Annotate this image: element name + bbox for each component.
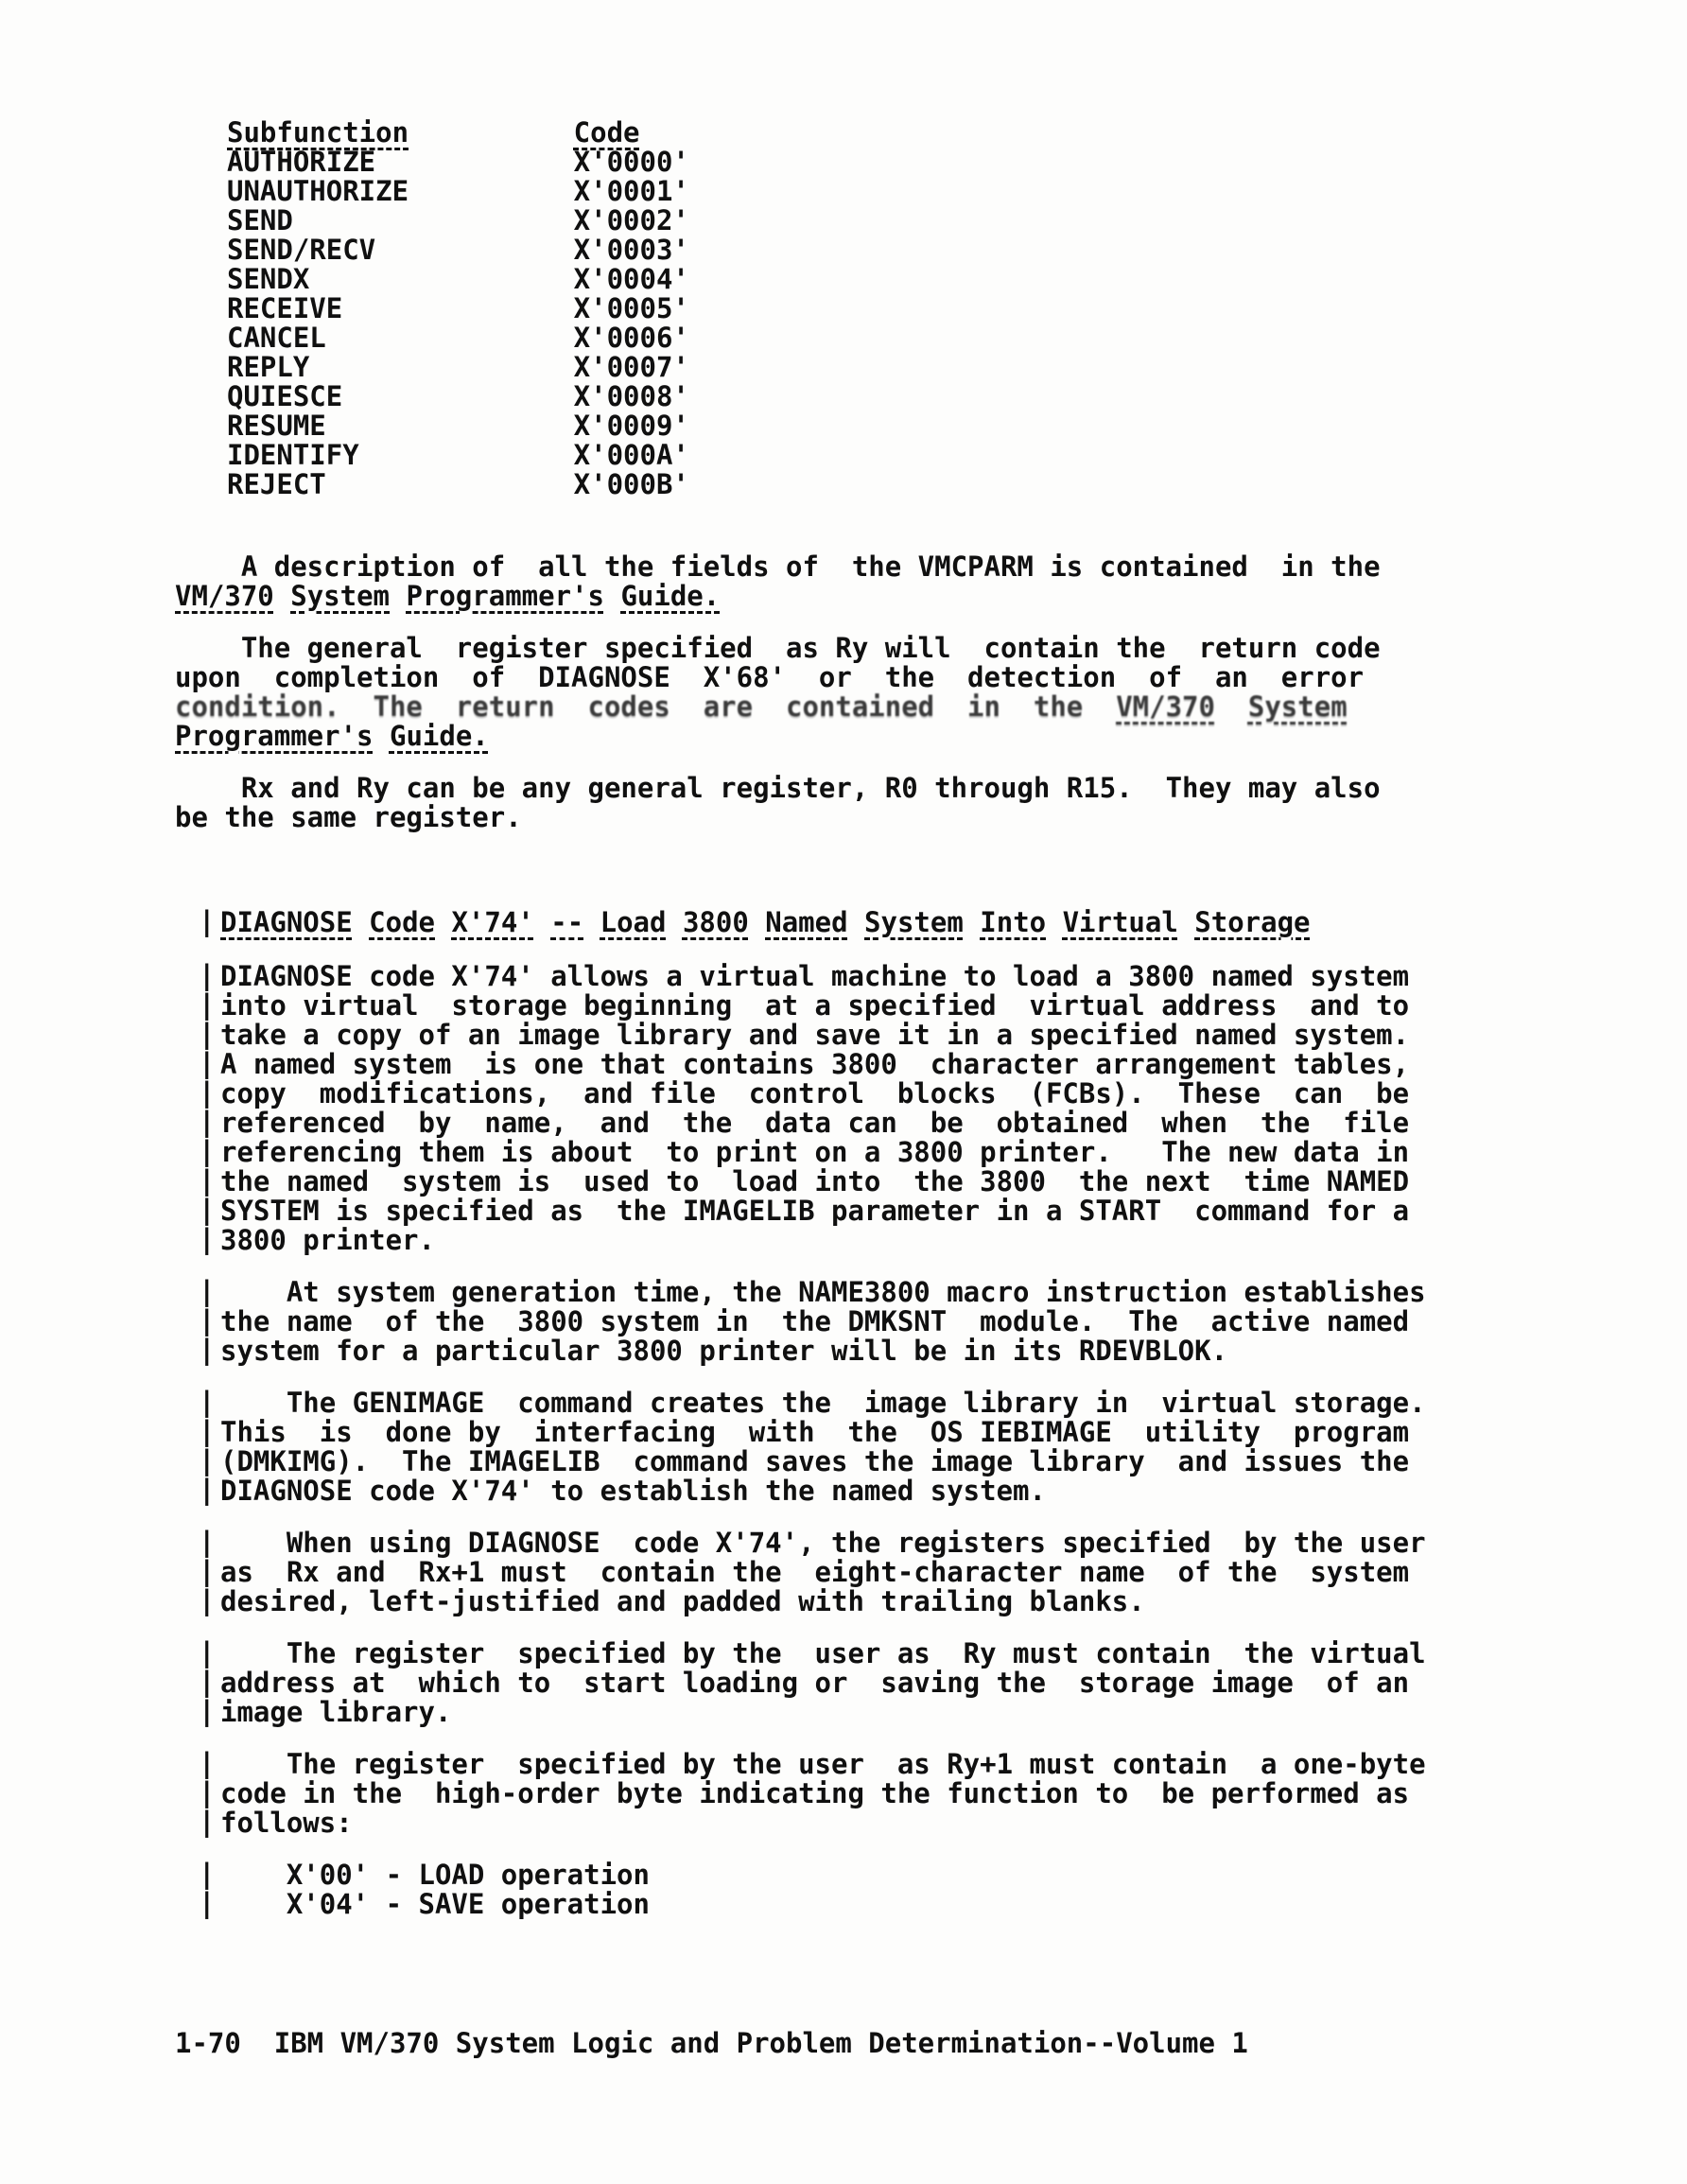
text-line: | When using DIAGNOSE code X'74', the registers specified by the user xyxy=(199,1526,1426,1559)
text-line: IDENTIFY X'000A' xyxy=(227,439,689,471)
text-line xyxy=(175,722,1381,751)
paragraph xyxy=(175,634,1381,751)
document-body xyxy=(175,118,1687,1919)
text-line: | image library. xyxy=(199,1695,452,1728)
underlined-text: System xyxy=(864,906,964,938)
change-bar: | xyxy=(199,1887,216,1919)
text-line: | The GENIMAGE command creates the image library in virtual storage. xyxy=(199,1386,1426,1419)
text-line: | referenced by name, and the data can be obtained when the file xyxy=(199,1106,1410,1139)
change-bar: | xyxy=(199,1334,216,1366)
underlined-text: DIAGNOSE xyxy=(220,906,353,938)
text-line: | as Rx and Rx+1 must contain the eight-character name of the system xyxy=(199,1555,1410,1588)
subfunction-code-table xyxy=(175,118,689,499)
text-line: QUIESCE X'0008' xyxy=(227,380,689,412)
change-bar: | xyxy=(199,988,216,1021)
change-bar: | xyxy=(199,1415,216,1447)
text-line: | code in the high-order byte indicating the function to be performed as xyxy=(199,1776,1410,1809)
text-line: | the named system is used to load into the 3800 the next time NAMED xyxy=(199,1164,1410,1197)
text-line: | At system generation time, the NAME3800 macro instruction establishes xyxy=(199,1275,1426,1308)
text-line: | The register specified by the user as Ry+1 must contain a one-byte xyxy=(199,1747,1426,1780)
text-line: be the same register. xyxy=(175,801,522,833)
underlined-text: Subfunction xyxy=(227,116,409,149)
text-line: AUTHORIZE X'0000' xyxy=(227,146,689,178)
underlined-text: 3800 xyxy=(682,906,749,938)
change-bar: | xyxy=(199,1106,216,1138)
section-heading xyxy=(175,905,1311,938)
underlined-text: Programmer's xyxy=(175,720,374,752)
text-line: RECEIVE X'0005' xyxy=(227,292,689,324)
change-bar: | xyxy=(199,1275,216,1307)
underlined-text: Programmer's xyxy=(406,580,604,612)
underlined-text: Code xyxy=(369,906,435,938)
change-bar: | xyxy=(199,1194,216,1226)
text-line: | system for a particular 3800 printer will be in its RDEVBLOK. xyxy=(199,1334,1228,1367)
change-bar: | xyxy=(199,1776,216,1808)
underlined-text: Named xyxy=(765,906,848,938)
text-line: UNAUTHORIZE X'0001' xyxy=(227,175,689,207)
text-line: | follows: xyxy=(199,1806,353,1839)
change-bar: | xyxy=(199,1666,216,1698)
text-line: | X'00' - LOAD operation xyxy=(199,1858,650,1891)
text-line: RESUME X'0009' xyxy=(227,410,689,442)
underlined-text: Virtual xyxy=(1062,906,1178,938)
page-footer: 1-70 IBM VM/370 System Logic and Problem Determination--Volume 1 xyxy=(175,2027,1248,2059)
change-bar: | xyxy=(199,1695,216,1727)
change-bar: | xyxy=(199,1076,216,1109)
text-line: | take a copy of an image library and save it in a specified named system. xyxy=(199,1018,1410,1051)
paragraph xyxy=(175,1747,1426,1839)
underlined-text: VM/370 xyxy=(175,580,274,612)
paragraph xyxy=(175,1636,1426,1728)
underlined-text: Guide. xyxy=(620,580,721,612)
text-line: | copy modifications, and file control blocks (FCBs). These can be xyxy=(199,1076,1410,1109)
underlined-text: Load xyxy=(600,906,667,938)
change-bar: | xyxy=(199,1747,216,1779)
text-line: condition. The return codes are contained in the VM/370 System xyxy=(175,690,1348,723)
text-line: | (DMKIMG). The IMAGELIB command saves the image library and issues the xyxy=(199,1444,1410,1477)
underlined-text: -- xyxy=(550,906,584,938)
text-line: The general register specified as Ry will contain the return code xyxy=(175,632,1381,664)
paragraph xyxy=(175,1386,1426,1507)
change-bar: | xyxy=(199,1444,216,1476)
underlined-text: Into xyxy=(980,906,1047,938)
underlined-text: Storage xyxy=(1194,906,1311,938)
underlined-text: System xyxy=(1247,690,1348,723)
change-bar: | xyxy=(199,1223,216,1255)
text-line: | 3800 printer. xyxy=(199,1223,435,1256)
paragraph xyxy=(175,774,1381,832)
text-line: SEND/RECV X'0003' xyxy=(227,234,689,266)
underlined-text: X'74' xyxy=(451,906,534,938)
operation-code-list xyxy=(175,1858,650,1920)
change-bar: | xyxy=(199,1018,216,1050)
text-line: | DIAGNOSE code X'74' to establish the named system. xyxy=(199,1474,1046,1507)
text-line: | referencing them is about to print on a 3800 printer. The new data in xyxy=(199,1135,1410,1168)
change-bar: | xyxy=(199,1858,216,1890)
text-line: CANCEL X'0006' xyxy=(227,322,689,354)
text-line xyxy=(175,582,1381,611)
text-line: A description of all the fields of the VMCPARM is contained in the xyxy=(175,550,1381,583)
text-line: | X'04' - SAVE operation xyxy=(199,1887,650,1920)
change-bar: | xyxy=(199,1135,216,1167)
text-line: | the name of the 3800 system in the DMKSNT module. The active named xyxy=(199,1304,1410,1337)
underlined-text: VM/370 xyxy=(1116,690,1215,723)
change-bar: | xyxy=(199,1474,216,1506)
text-line: | A named system is one that contains 3800 character arrangement tables, xyxy=(199,1047,1410,1080)
change-bar: | xyxy=(199,1636,216,1669)
text-line: upon completion of DIAGNOSE X'68' or the detection of an error xyxy=(175,661,1365,693)
change-bar: | xyxy=(199,959,216,991)
paragraph xyxy=(175,959,1410,1256)
paragraph xyxy=(175,1526,1426,1617)
change-bar: | xyxy=(199,1304,216,1337)
text-line: | SYSTEM is specified as the IMAGELIB parameter in a START command for a xyxy=(199,1194,1410,1227)
text-line xyxy=(175,905,1311,938)
text-line: | desired, left-justified and padded with trailing blanks. xyxy=(199,1584,1145,1617)
text-line: REPLY X'0007' xyxy=(227,351,689,383)
underlined-text: System xyxy=(290,580,390,612)
change-bar: | xyxy=(199,1386,216,1418)
change-bar: | xyxy=(199,1584,216,1616)
change-bar: | xyxy=(199,1526,216,1558)
text-line: | address at which to start loading or saving the storage image of an xyxy=(199,1666,1410,1699)
text-line xyxy=(227,118,689,148)
text-line: REJECT X'000B' xyxy=(227,468,689,500)
text-line: | into virtual storage beginning at a specified virtual address and to xyxy=(199,988,1410,1022)
text-line: Rx and Ry can be any general register, R0 through R15. They may also xyxy=(175,772,1381,804)
change-bar: | xyxy=(199,905,216,937)
change-bar: | xyxy=(199,1555,216,1587)
text-line: | DIAGNOSE code X'74' allows a virtual machine to load a 3800 named system xyxy=(199,959,1410,992)
underlined-text: Code xyxy=(573,116,640,149)
underlined-text: Guide. xyxy=(389,720,489,752)
change-bar: | xyxy=(199,1806,216,1838)
text-line: SEND X'0002' xyxy=(227,204,689,236)
text-line: | The register specified by the user as Ry must contain the virtual xyxy=(199,1636,1426,1669)
change-bar: | xyxy=(199,1047,216,1079)
paragraph xyxy=(175,552,1381,611)
paragraph xyxy=(175,1275,1426,1367)
text-line: | This is done by interfacing with the OS IEBIMAGE utility program xyxy=(199,1415,1410,1448)
change-bar: | xyxy=(199,1164,216,1197)
text-line: SENDX X'0004' xyxy=(227,263,689,295)
